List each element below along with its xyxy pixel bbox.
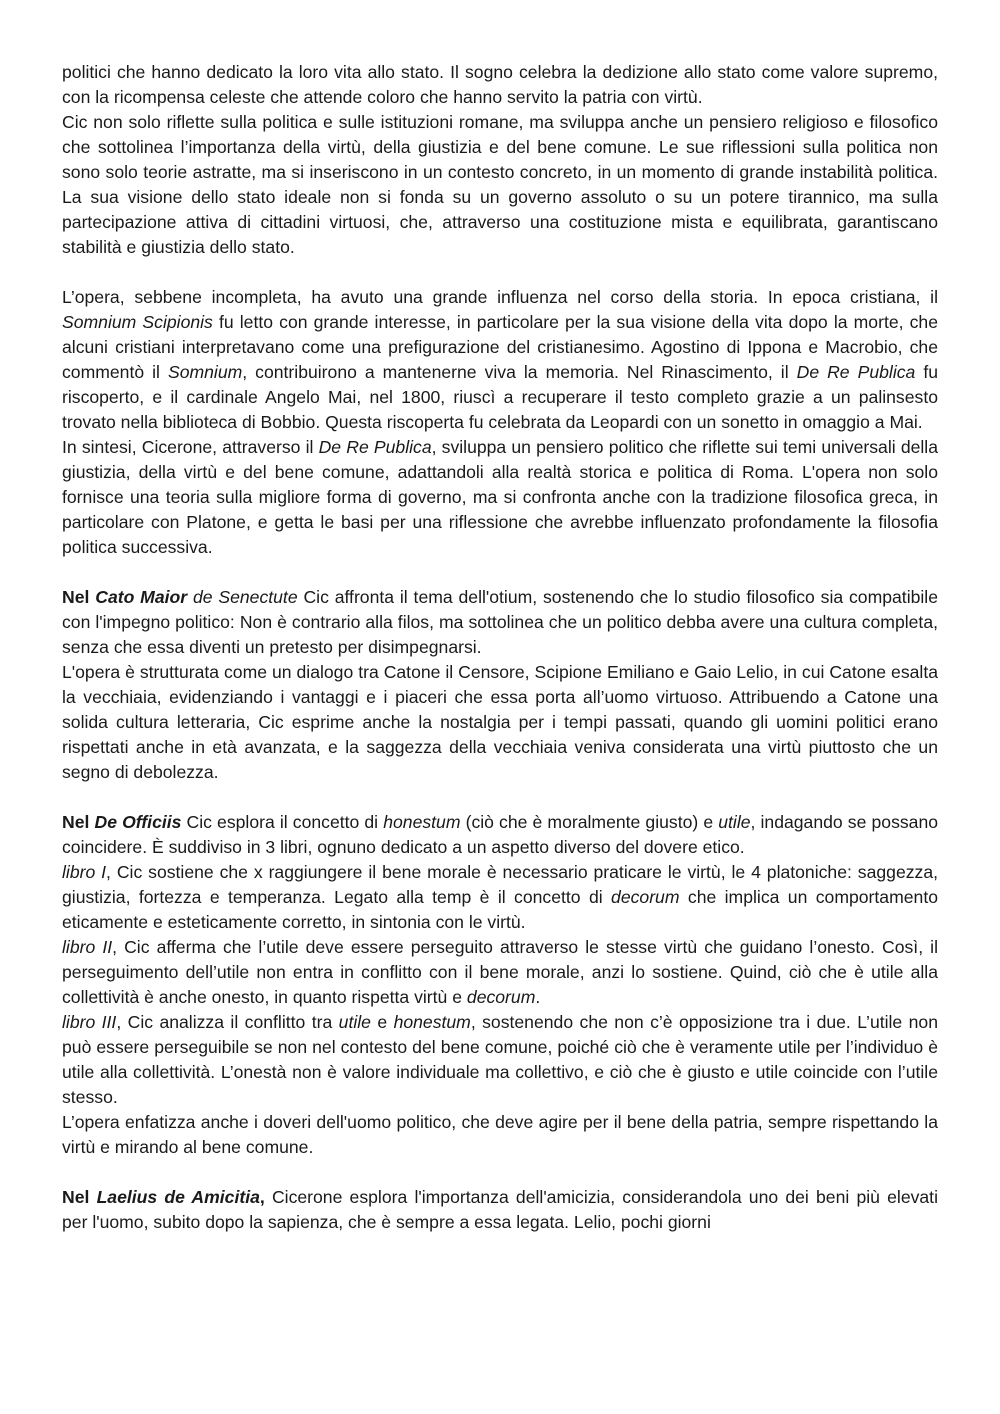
styled-text: decorum <box>466 987 536 1007</box>
styled-text: Nel <box>62 587 96 607</box>
styled-text: de Senectute <box>192 587 298 607</box>
paragraph <box>62 585 938 660</box>
text-run: Cicerone esplora l'importanza dell'amicizia, considerandola uno dei beni più elevati per l'uomo, subito dopo la sapienza, che è sempre a essa legata. Lelio, pochi giorni <box>62 1187 938 1232</box>
text-run: e <box>370 1012 394 1032</box>
styled-text: Nel <box>62 1187 97 1207</box>
paragraph <box>62 1110 938 1160</box>
styled-text: , <box>259 1187 265 1207</box>
styled-text: Somnium <box>167 362 243 382</box>
text-run: Cic non solo riflette sulla politica e sulle istituzioni romane, ma sviluppa anche un pensiero religioso e filosofico che sottolinea l’importanza della virtù, della giustizia e del bene comune. Le sue riflessioni sulla politica non sono solo teorie astratte, ma si inseriscono in un contesto concreto, in un momento di grande instabilità politica. La sua visione dello stato ideale non si fonda su un governo assoluto o su un potere tirannico, ma sulla partecipazione attiva di cittadini virtuosi, che, attraverso una costituzione mista e equilibrata, garantiscano stabilità e giustizia dello stato. <box>62 112 938 257</box>
paragraph-gap <box>62 1160 938 1185</box>
text-run: fu riscoperto, e il cardinale Angelo Mai, nel 1800, riuscì a recuperare il testo completo grazie a un palinsesto trovato nella biblioteca di Bobbio. Questa riscoperta fu celebrata da Leopardi con un sonetto in omaggio a Mai. <box>62 362 938 432</box>
styled-text: libro III <box>62 1012 117 1032</box>
text-run: , Cic analizza il conflitto tra <box>116 1012 339 1032</box>
paragraph <box>62 435 938 560</box>
paragraph <box>62 935 938 1010</box>
text-run: fu letto con grande interesse, in particolare per la sua visione della vita dopo la morte, che alcuni cristiani interpretavano come una prefigurazione del cristianesimo. Agostino di Ippona e Macrobio, che commentò il <box>62 312 938 382</box>
text-run: , indagando se possano coincidere. È suddiviso in 3 libri, ognuno dedicato a un aspetto diverso del dovere etico. <box>62 812 939 857</box>
styled-text: De Re Publica <box>796 362 916 382</box>
paragraph <box>62 860 938 935</box>
styled-text: utile <box>718 812 751 832</box>
paragraph <box>62 810 938 860</box>
text-run: L’opera enfatizza anche i doveri dell'uomo politico, che deve agire per il bene della patria, sempre rispettando la virtù e mirando al bene comune. <box>62 1112 938 1157</box>
paragraph-gap <box>62 785 938 810</box>
text-run: (ciò che è moralmente giusto) e <box>460 812 719 832</box>
styled-text: libro I <box>62 862 107 882</box>
paragraph <box>62 1010 938 1110</box>
styled-text: libro II <box>62 937 113 957</box>
text-run: L'opera è strutturata come un dialogo tra Catone il Censore, Scipione Emiliano e Gaio Lelio, in cui Catone esalta la vecchiaia, evidenziando i vantaggi e i piaceri che essa porta all’uomo virtuoso. Attribuendo a Catone una solida cultura letteraria, Cic esprime anche la nostalgia per i tempi passati, quando gli uomini politici erano rispettati anche in età avanzata, e la saggezza della vecchiaia veniva considerata una virtù piuttosto che un segno di debolezza. <box>62 662 938 782</box>
text-run: . <box>535 987 541 1007</box>
text-run: L’opera, sebbene incompleta, ha avuto una grande influenza nel corso della storia. In epoca cristiana, il <box>62 287 938 307</box>
styled-text: utile <box>338 1012 371 1032</box>
styled-text: Cato Maior <box>95 587 188 607</box>
document-page <box>62 60 938 1235</box>
styled-text: Laelius de Amicitia <box>96 1187 260 1207</box>
paragraph <box>62 110 938 260</box>
styled-text: Somnium Scipionis <box>62 312 213 332</box>
styled-text: De Re Publica <box>318 437 432 457</box>
text-run: , contribuirono a mantenerne viva la memoria. Nel Rinascimento, il <box>242 362 797 382</box>
styled-text: De Officiis <box>94 812 182 832</box>
text-run: Cic esplora il concetto di <box>181 812 384 832</box>
text-run: , sviluppa un pensiero politico che riflette sui temi universali della giustizia, della virtù e del bene comune, adattandoli alla realtà storica e politica di Roma. L'opera non solo fornisce una teoria sulla migliore forma di governo, ma si confronta anche con la tradizione filosofica greca, in particolare con Platone, e getta le basi per una riflessione che avrebbe influenzato profondamente la filosofia politica successiva. <box>62 437 938 557</box>
styled-text: honestum <box>393 1012 471 1032</box>
styled-text: decorum <box>611 887 680 907</box>
paragraph <box>62 1185 938 1235</box>
text-run: politici che hanno dedicato la loro vita allo stato. Il sogno celebra la dedizione allo stato come valore supremo, con la ricompensa celeste che attende coloro che hanno servito la patria con virtù. <box>62 62 938 107</box>
text-run: che implica un comportamento eticamente e esteticamente corretto, in sintonia con le virtù. <box>62 887 938 932</box>
text-run: In sintesi, Cicerone, attraverso il <box>62 437 319 457</box>
paragraph <box>62 285 938 435</box>
text-run: , Cic sostiene che x raggiungere il bene morale è necessario praticare le virtù, le 4 platoniche: saggezza, giustizia, fortezza e temperanza. Legato alla temp è il concetto di <box>62 862 938 907</box>
paragraph-gap <box>62 260 938 285</box>
paragraph-gap <box>62 560 938 585</box>
paragraph <box>62 660 938 785</box>
text-run: , Cic afferma che l’utile deve essere perseguito attraverso le stesse virtù che guidano l’onesto. Così, il perseguimento dell’utile non entra in conflitto con il bene morale, anzi lo sostiene. Quind, ciò che è utile alla collettività è anche onesto, in quanto rispetta virtù e <box>62 937 938 1007</box>
text-run: Cic affronta il tema dell'otium, sostenendo che lo studio filosofico sia compatibile con l'impegno politico: Non è contrario alla filos, ma sottolinea che un politico debba avere una cultura completa, senza che essa diventi un pretesto per disimpegnarsi. <box>62 587 938 657</box>
text-run: , sostenendo che non c’è opposizione tra i due. L’utile non può essere perseguibile se non nel contesto del bene comune, poiché ciò che è veramente utile per l’individuo è utile alla collettività. L’onestà non è valore individuale ma collettivo, e ciò che è giusto e utile coincide con l’utile stesso. <box>62 1012 938 1107</box>
paragraph <box>62 60 938 110</box>
styled-text: Nel <box>62 812 95 832</box>
styled-text: honestum <box>383 812 461 832</box>
